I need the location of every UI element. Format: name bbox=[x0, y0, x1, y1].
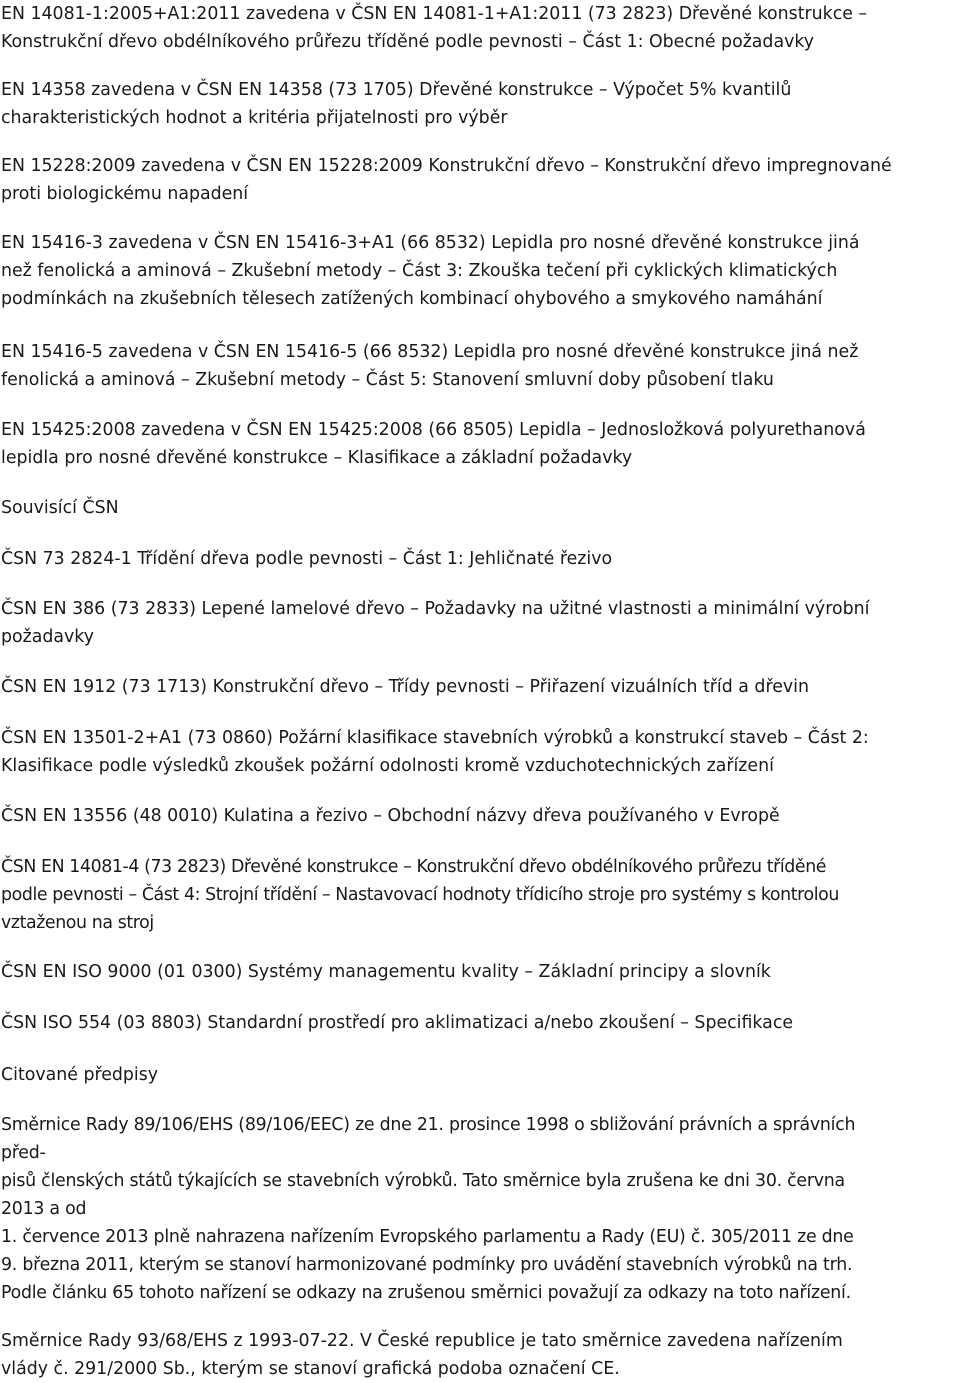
paragraph-csn-en-13501-2 bbox=[1, 724, 959, 780]
text-line: před- bbox=[1, 1143, 46, 1163]
text-line: Směrnice Rady 93/68/EHS z 1993-07-22. V České republice je tato směrnice zavedena nařízením bbox=[1, 1331, 843, 1351]
text-line: 9. března 2011, kterým se stanoví harmonizované podmínky pro uvádění stavebních výrobků na trh. bbox=[1, 1255, 853, 1275]
section-heading-souvisici-csn bbox=[1, 494, 959, 522]
text-line: ČSN ISO 554 (03 8803) Standardní prostředí pro aklimatizaci a/nebo zkoušení – Specifikace bbox=[1, 1013, 794, 1033]
text-line: EN 15425:2008 zavedena v ČSN EN 15425:2008 (66 8505) Lepidla – Jednosložková polyurethanová bbox=[1, 420, 866, 440]
text-line: charakteristických hodnot a kritéria přijatelnosti pro výběr bbox=[1, 108, 508, 128]
paragraph-en-15416-5 bbox=[1, 338, 959, 394]
text-line: Klasifikace podle výsledků zkoušek požární odolnosti kromě vzduchotechnických zařízení bbox=[1, 756, 774, 776]
paragraph-en-15416-3 bbox=[1, 229, 959, 313]
paragraph-en-14081-1 bbox=[1, 0, 959, 56]
text-line: EN 15228:2009 zavedena v ČSN EN 15228:2009 Konstrukční dřevo – Konstrukční dřevo impregnované bbox=[1, 156, 892, 176]
paragraph-en-15228 bbox=[1, 152, 959, 208]
text-line: pisů členských států týkajících se stavebních výrobků. Tato směrnice byla zrušena ke dni 30. června bbox=[1, 1171, 845, 1191]
text-line: fenolická a aminová – Zkušební metody – Část 5: Stanovení smluvní doby působení tlaku bbox=[1, 370, 774, 390]
paragraph-csn-en-iso-9000 bbox=[1, 958, 959, 986]
text-line: vlády č. 291/2000 Sb., kterým se stanoví grafická podoba označení CE. bbox=[1, 1359, 620, 1379]
text-line: ČSN EN 13556 (48 0010) Kulatina a řezivo – Obchodní názvy dřeva používaného v Evropě bbox=[1, 806, 780, 826]
text-line: EN 14358 zavedena v ČSN EN 14358 (73 1705) Dřevěné konstrukce – Výpočet 5% kvantilů bbox=[1, 80, 792, 100]
paragraph-smernice-89-106 bbox=[1, 1111, 959, 1307]
text-line: Podle článku 65 tohoto nařízení se odkazy na zrušenou směrnici považují za odkazy na toto nařízení. bbox=[1, 1283, 851, 1303]
text-line: Souvisící ČSN bbox=[1, 498, 119, 518]
text-line: ČSN EN 1912 (73 1713) Konstrukční dřevo – Třídy pevnosti – Přiřazení vizuálních tříd a dřevin bbox=[1, 677, 809, 697]
text-line: požadavky bbox=[1, 627, 95, 647]
paragraph-csn-en-14081-4 bbox=[1, 853, 959, 937]
paragraph-csn-en-1912 bbox=[1, 673, 959, 701]
text-line: ČSN EN 386 (73 2833) Lepené lamelové dřevo – Požadavky na užitné vlastnosti a minimální výrobní bbox=[1, 599, 870, 619]
text-line: Konstrukční dřevo obdélníkového průřezu tříděné podle pevnosti – Část 1: Obecné požadavky bbox=[1, 32, 815, 52]
text-line: 1. července 2013 plně nahrazena nařízením Evropského parlamentu a Rady (EU) č. 305/2011 ze dne bbox=[1, 1227, 854, 1247]
paragraph-csn-73-2824-1 bbox=[1, 545, 959, 573]
text-line: ČSN 73 2824-1 Třídění dřeva podle pevnosti – Část 1: Jehličnaté řezivo bbox=[1, 549, 613, 569]
text-line: EN 15416-5 zavedena v ČSN EN 15416-5 (66 8532) Lepidla pro nosné dřevěné konstrukce jiná než bbox=[1, 342, 859, 362]
text-line: EN 15416-3 zavedena v ČSN EN 15416-3+A1 (66 8532) Lepidla pro nosné dřevěné konstrukce jiná bbox=[1, 233, 860, 253]
text-line: 2013 a od bbox=[1, 1199, 87, 1219]
text-line: než fenolická a aminová – Zkušební metody – Část 3: Zkouška tečení při cyklických klimatických bbox=[1, 261, 838, 281]
paragraph-csn-en-13556 bbox=[1, 802, 959, 830]
text-line: proti biologickému napadení bbox=[1, 184, 249, 204]
text-line: ČSN EN ISO 9000 (01 0300) Systémy managementu kvality – Základní principy a slovník bbox=[1, 962, 771, 982]
paragraph-en-14358 bbox=[1, 76, 959, 132]
text-line: ČSN EN 14081-4 (73 2823) Dřevěné konstrukce – Konstrukční dřevo obdélníkového průřezu tříděné bbox=[1, 857, 827, 877]
paragraph-csn-iso-554 bbox=[1, 1009, 959, 1037]
section-heading-citovane-predpisy bbox=[1, 1061, 959, 1089]
paragraph-smernice-93-68 bbox=[1, 1327, 959, 1383]
text-line: vztaženou na stroj bbox=[1, 913, 154, 933]
text-line: lepidla pro nosné dřevěné konstrukce – Klasifikace a základní požadavky bbox=[1, 448, 633, 468]
paragraph-en-15425 bbox=[1, 416, 959, 472]
text-line: EN 14081-1:2005+A1:2011 zavedena v ČSN EN 14081-1+A1:2011 (73 2823) Dřevěné konstrukce – bbox=[1, 4, 868, 24]
text-line: podle pevnosti – Část 4: Strojní třídění – Nastavovací hodnoty třídicího stroje pro systémy s kontrolou bbox=[1, 885, 839, 905]
text-line: Směrnice Rady 89/106/EHS (89/106/EEC) ze dne 21. prosince 1998 o sbližování právních a správních bbox=[1, 1115, 856, 1135]
paragraph-csn-en-386 bbox=[1, 595, 959, 651]
text-line: podmínkách na zkušebních tělesech zatížených kombinací ohybového a smykového namáhání bbox=[1, 289, 823, 309]
text-line: ČSN EN 13501-2+A1 (73 0860) Požární klasifikace stavebních výrobků a konstrukcí staveb – Část 2: bbox=[1, 728, 869, 748]
text-line: Citované předpisy bbox=[1, 1065, 159, 1085]
